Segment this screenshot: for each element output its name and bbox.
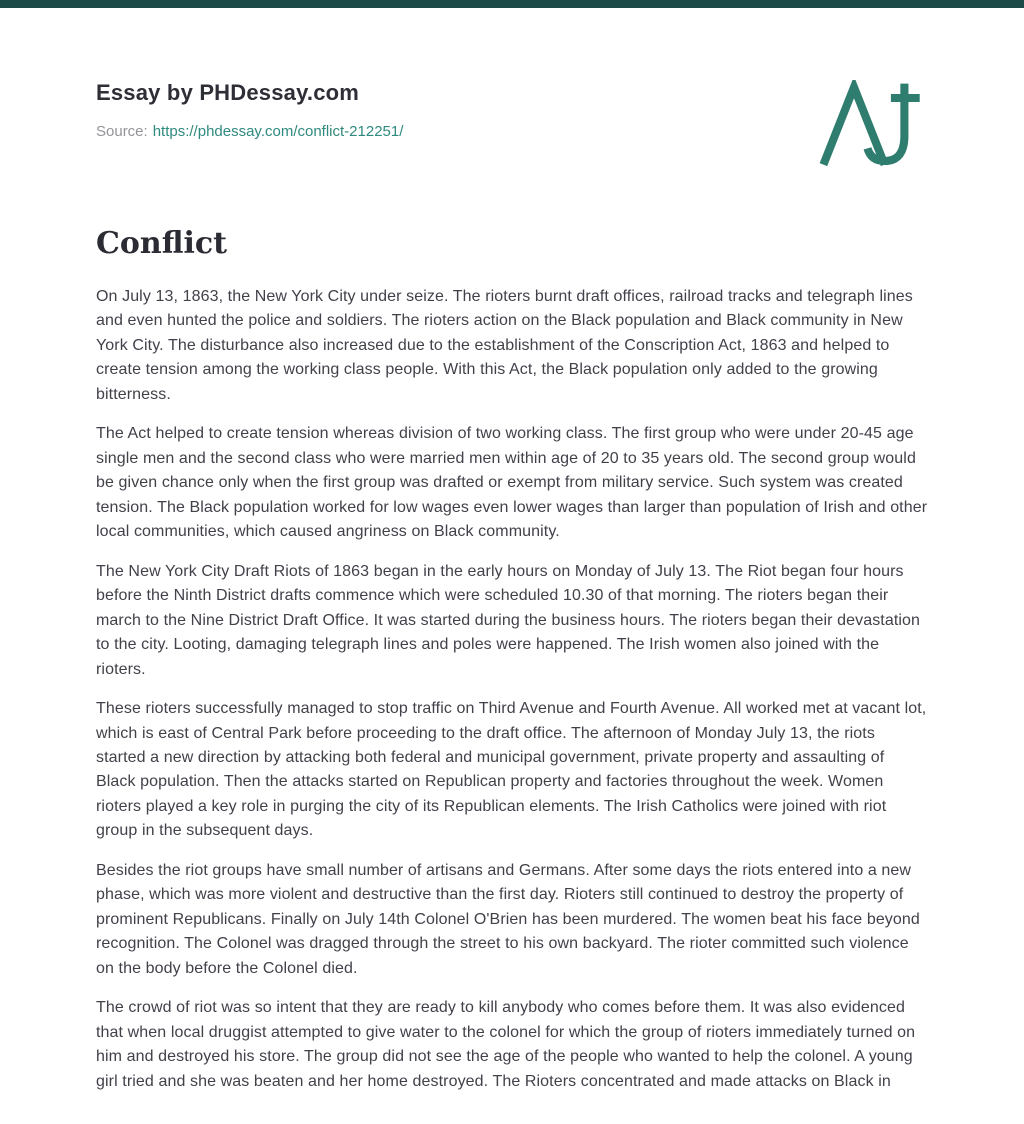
essay-title: Conflict	[96, 226, 228, 261]
essay-body	[96, 285, 928, 1094]
essay-page	[96, 8, 928, 1094]
essay-paragraph: These rioters successfully managed to stop traffic on Third Avenue and Fourth Avenue. All worked met at vacant lot, which is east of Central Park before proceeding to the draft office. The afternoon of Monday July 13, the riots started a new direction by attacking both federal and municipal government, private property and assaulting of Black population. Then the attacks started on Republican property and factories throughout the week. Women rioters played a key role in purging the city of its Republican elements. The Irish Catholics were joined with riot group in the subsequent days.	[96, 700, 927, 840]
page-header	[96, 80, 928, 140]
source-link[interactable]: https://phdessay.com/conflict-212251/	[152, 123, 404, 140]
essay-paragraph: The crowd of riot was so intent that they are ready to kill anybody who comes before them. It was also evidenced that when local druggist attempted to give water to the colonel for which the group of rioters immediately turned on him and destroyed his store. The group did not see the age of the people who wanted to help the colonel. A young girl tried and she was beaten and her home destroyed. The Rioters concentrated and made attacks on Black in	[96, 999, 916, 1090]
source-label: Source:	[96, 123, 148, 140]
essay-paragraph: The Act helped to create tension whereas division of two working class. The first group who were under 20-45 age single men and the second class who were married men within age of 20 to 35 years old. The second group would be given chance only when the first group was drafted or exempt from military service. Such system was created tension. The Black population worked for low wages even lower wages than larger than population of Irish and other local communities, which caused angriness on Black community.	[96, 425, 928, 541]
essay-paragraph: On July 13, 1863, the New York City under seize. The rioters burnt draft offices, railroad tracks and telegraph lines and even hunted the police and soldiers. The rioters action on the Black population and Black community in New York City. The disturbance also increased due to the establishment of the Conscription Act, 1863 and helped to create tension among the working class people. With this Act, the Black population only added to the growing bitterness.	[96, 288, 913, 403]
source-line	[96, 123, 928, 140]
top-accent-bar	[0, 0, 1024, 8]
phdessay-logo-icon	[816, 80, 928, 170]
brand-title: Essay by PHDessay.com	[96, 80, 360, 105]
essay-paragraph: The New York City Draft Riots of 1863 began in the early hours on Monday of July 13. The Riot began four hours before the Ninth District drafts commence which were scheduled 10.30 of that morning. The rioters began their march to the Nine District Draft Office. It was started during the business hours. The rioters began their devastation to the city. Looting, damaging telegraph lines and poles were happened. The Irish women also joined with the rioters.	[96, 562, 921, 678]
essay-paragraph: Besides the riot groups have small number of artisans and Germans. After some days the riots entered into a new phase, which was more violent and destructive than the first day. Rioters still continued to destroy the property of prominent Republicans. Finally on July 14th Colonel O'Brien has been murdered. The women beat his face beyond recognition. The Colonel was dragged through the street to his own backyard. The rioter committed such violence on the body before the Colonel died.	[96, 861, 920, 977]
